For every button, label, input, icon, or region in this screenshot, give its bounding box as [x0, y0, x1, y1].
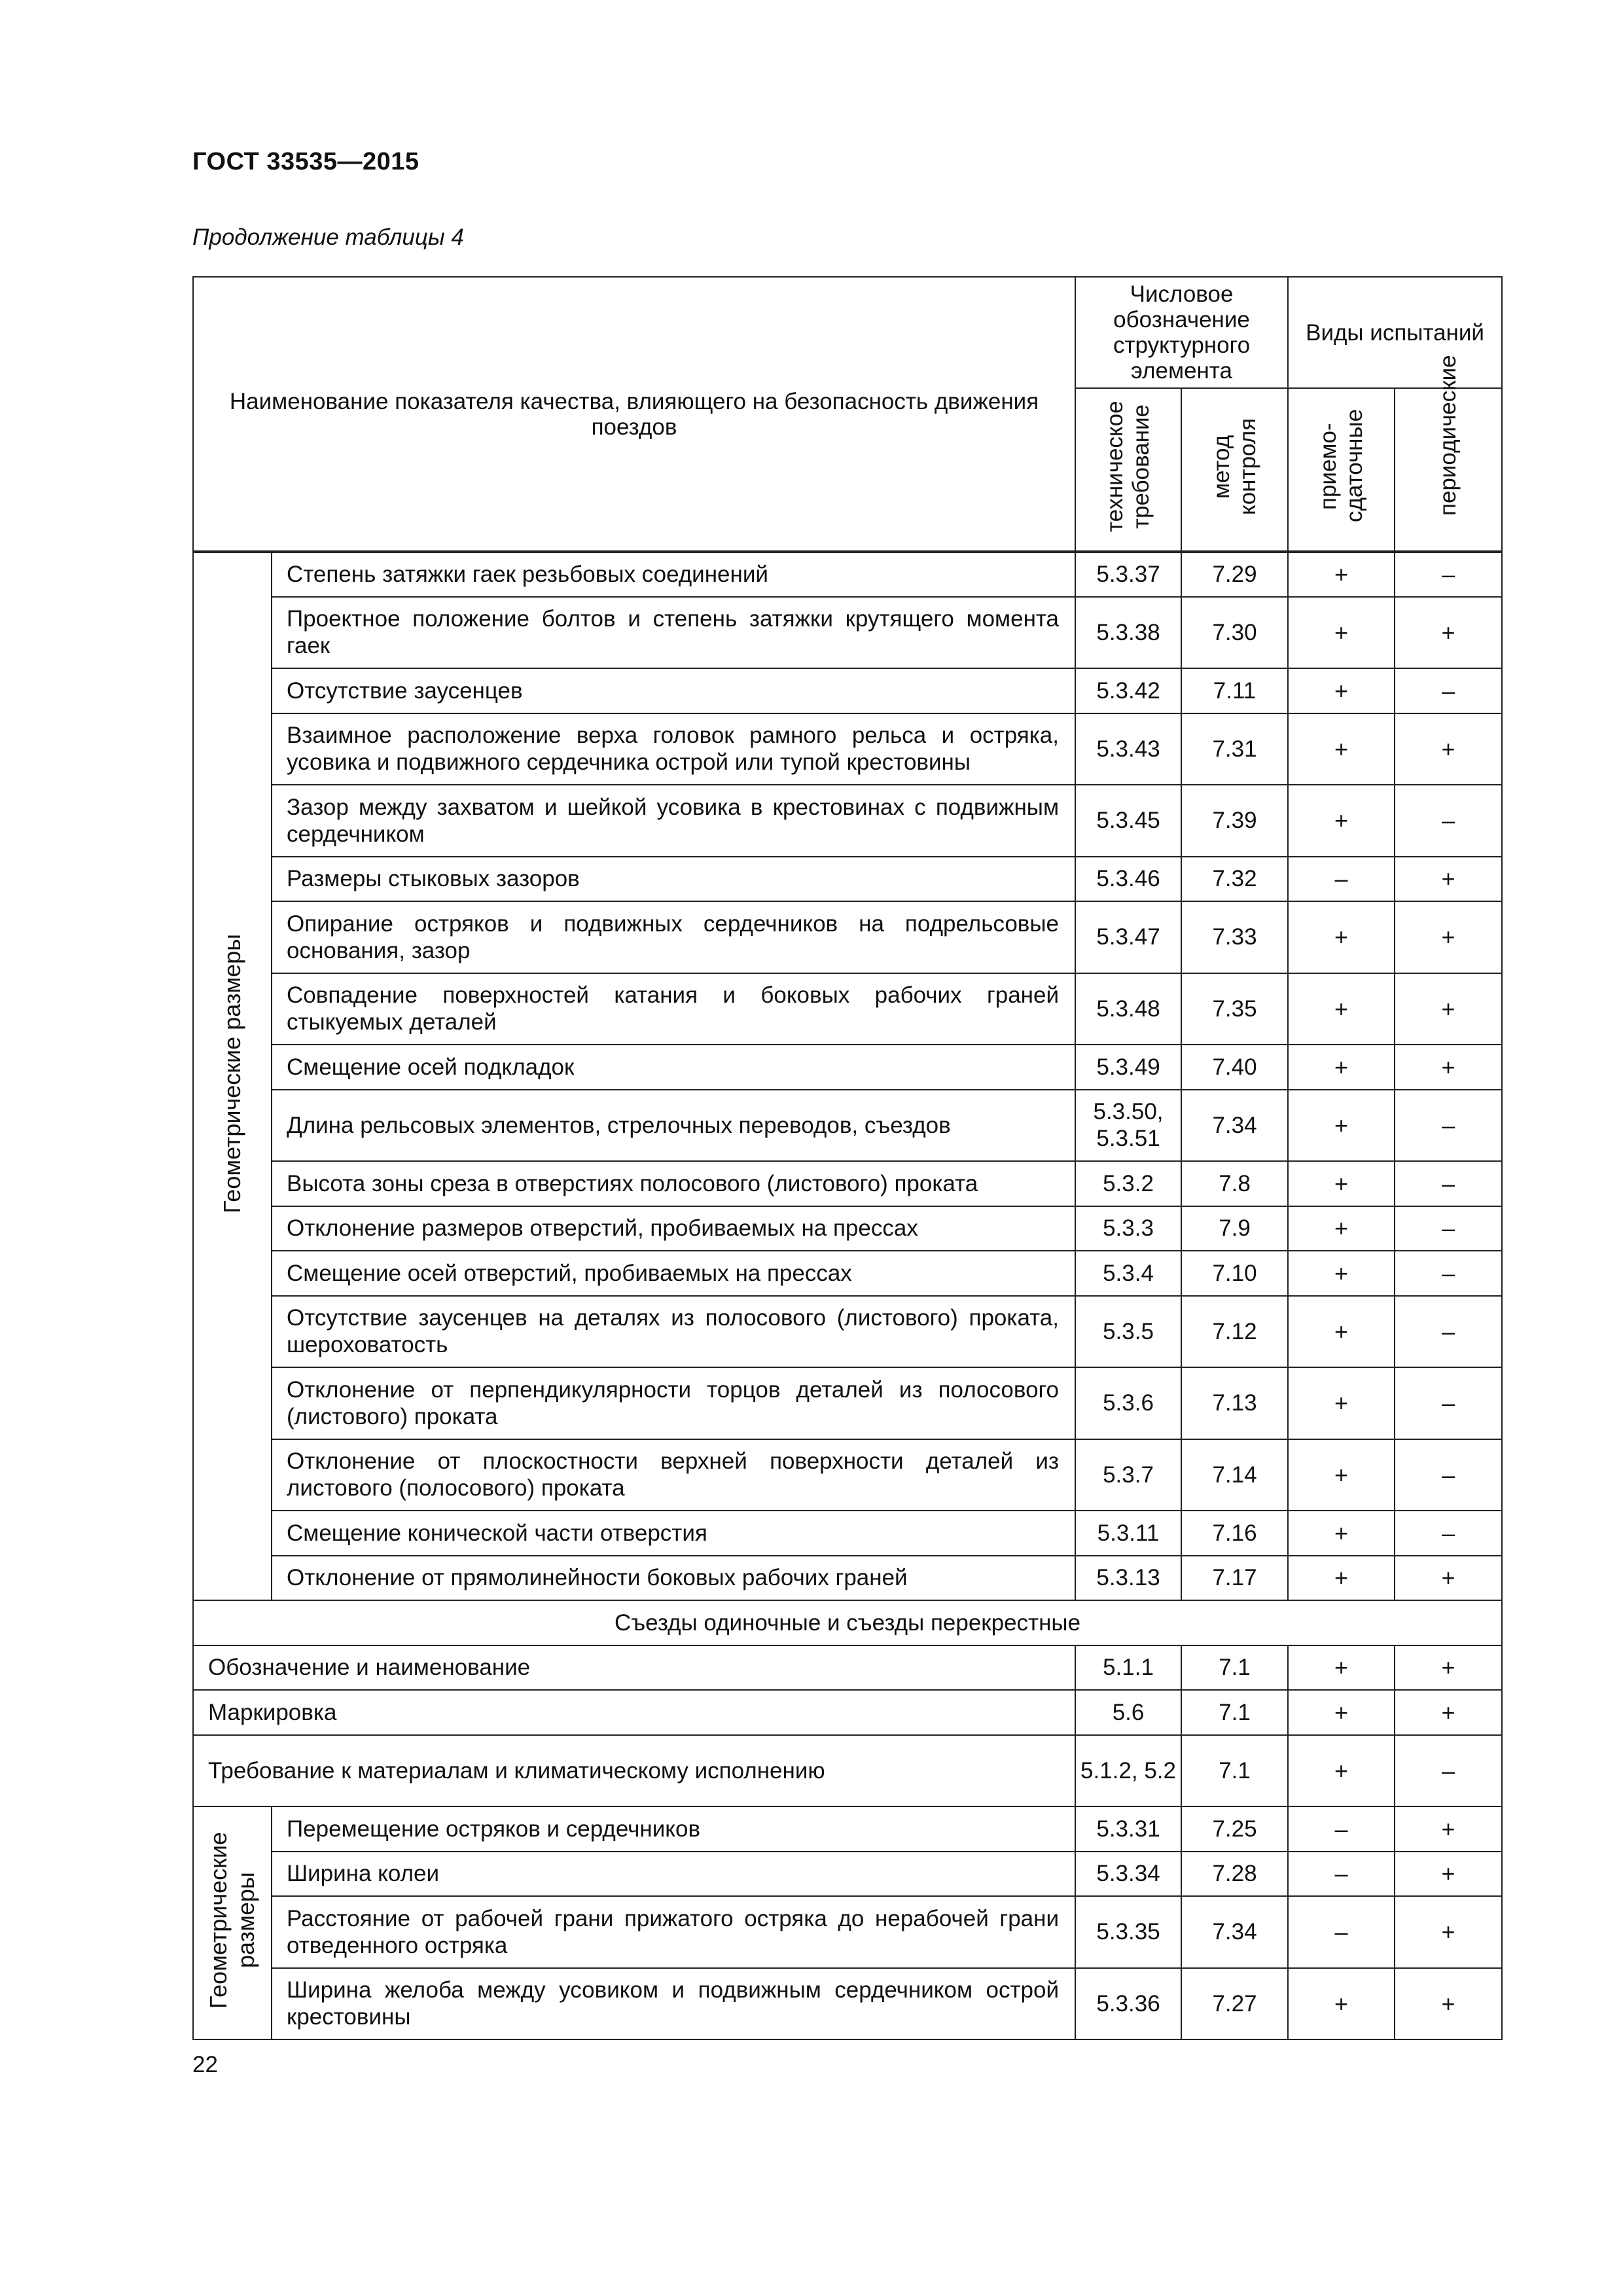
technical-requirement-cell: 5.3.6 [1075, 1367, 1181, 1439]
header-technical-requirement [1075, 388, 1181, 552]
control-method-cell: 7.9 [1181, 1206, 1288, 1251]
technical-requirement-cell: 5.3.7 [1075, 1439, 1181, 1511]
acceptance-test-cell: + [1288, 1251, 1395, 1296]
group-label-cell [193, 552, 272, 1600]
table-row [193, 1806, 1502, 1852]
indicator-name-cell: Степень затяжки гаек резьбовых соединений [272, 552, 1075, 597]
control-method-cell: 7.1 [1181, 1690, 1288, 1735]
periodic-test-cell: – [1395, 552, 1502, 597]
acceptance-test-cell: + [1288, 901, 1395, 973]
header-acceptance-text: приемо-сдаточные [1315, 408, 1367, 522]
control-method-cell: 7.11 [1181, 668, 1288, 713]
technical-requirement-cell: 5.3.38 [1075, 597, 1181, 669]
indicator-name-cell: Взаимное расположение верха головок рамного рельса и остряка, усовика и подвижного сердечника острой или тупой крестовины [272, 713, 1075, 785]
technical-requirement-cell: 5.3.5 [1075, 1296, 1181, 1368]
table-row [193, 1645, 1502, 1691]
technical-requirement-cell: 5.3.4 [1075, 1251, 1181, 1296]
periodic-test-cell: + [1395, 1556, 1502, 1601]
control-method-cell: 7.35 [1181, 973, 1288, 1045]
control-method-cell: 7.32 [1181, 857, 1288, 902]
table-body [193, 552, 1502, 2039]
acceptance-test-cell: + [1288, 1645, 1395, 1691]
indicator-name-cell: Размеры стыковых зазоров [272, 857, 1075, 902]
periodic-test-cell: – [1395, 1735, 1502, 1807]
indicator-name-cell: Ширина колеи [272, 1852, 1075, 1897]
table-row [193, 1852, 1502, 1897]
technical-requirement-cell: 5.3.13 [1075, 1556, 1181, 1601]
table-row [193, 1251, 1502, 1296]
periodic-test-cell: + [1395, 713, 1502, 785]
technical-requirement-cell: 5.3.31 [1075, 1806, 1181, 1852]
technical-requirement-cell: 5.3.43 [1075, 713, 1181, 785]
control-method-cell: 7.17 [1181, 1556, 1288, 1601]
document-header: ГОСТ 33535—2015 [192, 148, 419, 175]
table-row [193, 552, 1502, 597]
indicator-name-cell: Ширина желоба между усовиком и подвижным сердечником острой крестовины [272, 1968, 1075, 2040]
section-title: Съезды одиночные и съезды перекрестные [193, 1600, 1502, 1645]
acceptance-test-cell: – [1288, 857, 1395, 902]
indicator-name-cell: Зазор между захватом и шейкой усовика в крестовинах с подвижным сердечником [272, 785, 1075, 857]
periodic-test-cell: + [1395, 1896, 1502, 1968]
control-method-cell: 7.27 [1181, 1968, 1288, 2040]
periodic-test-cell: + [1395, 1045, 1502, 1090]
acceptance-test-cell: + [1288, 1511, 1395, 1556]
header-technical-requirement-text: техническое требование [1102, 401, 1154, 533]
technical-requirement-cell: 5.1.2, 5.2 [1075, 1735, 1181, 1807]
table-row [193, 1968, 1502, 2040]
periodic-test-cell: – [1395, 1161, 1502, 1206]
indicator-name-cell: Требование к материалам и климатическому исполнению [193, 1735, 1075, 1807]
indicator-name-cell: Расстояние от рабочей грани прижатого остряка до нерабочей грани отведенного остряка [272, 1896, 1075, 1968]
indicator-name-cell: Совпадение поверхностей катания и боковых рабочих граней стыкуемых деталей [272, 973, 1075, 1045]
table-row [193, 668, 1502, 713]
technical-requirement-cell: 5.3.47 [1075, 901, 1181, 973]
group-label: Геометрические размеры [205, 1831, 259, 2009]
table-row [193, 1690, 1502, 1735]
technical-requirement-cell: 5.3.48 [1075, 973, 1181, 1045]
acceptance-test-cell: + [1288, 1968, 1395, 2040]
table-row [193, 1511, 1502, 1556]
control-method-cell: 7.29 [1181, 552, 1288, 597]
control-method-cell: 7.1 [1181, 1645, 1288, 1691]
control-method-cell: 7.1 [1181, 1735, 1288, 1807]
header-periodic-text: периодические [1435, 355, 1461, 516]
indicator-name-cell: Отклонение от прямолинейности боковых рабочих граней [272, 1556, 1075, 1601]
acceptance-test-cell: + [1288, 1556, 1395, 1601]
control-method-cell: 7.13 [1181, 1367, 1288, 1439]
periodic-test-cell: – [1395, 1206, 1502, 1251]
technical-requirement-cell: 5.3.36 [1075, 1968, 1181, 2040]
technical-requirement-cell: 5.3.2 [1075, 1161, 1181, 1206]
indicator-name-cell: Опирание остряков и подвижных сердечников на подрельсовые основания, зазор [272, 901, 1075, 973]
table-row [193, 973, 1502, 1045]
periodic-test-cell: + [1395, 597, 1502, 669]
header-control-method [1181, 388, 1288, 552]
control-method-cell: 7.39 [1181, 785, 1288, 857]
technical-requirement-cell: 5.3.34 [1075, 1852, 1181, 1897]
technical-requirement-cell: 5.3.50, 5.3.51 [1075, 1090, 1181, 1162]
periodic-test-cell: + [1395, 1806, 1502, 1852]
periodic-test-cell: + [1395, 1645, 1502, 1691]
control-method-cell: 7.8 [1181, 1161, 1288, 1206]
header-numeric-designation: Числовое обозначение структурного элемента [1075, 277, 1288, 388]
table-caption: Продолжение таблицы 4 [192, 224, 464, 250]
table-row [193, 713, 1502, 785]
header-indicator-name: Наименование показателя качества, влияющего на безопасность движения поездов [193, 277, 1075, 552]
acceptance-test-cell: + [1288, 552, 1395, 597]
table-row [193, 901, 1502, 973]
table-row [193, 1045, 1502, 1090]
acceptance-test-cell: + [1288, 1367, 1395, 1439]
control-method-cell: 7.33 [1181, 901, 1288, 973]
periodic-test-cell: – [1395, 1090, 1502, 1162]
technical-requirement-cell: 5.3.46 [1075, 857, 1181, 902]
acceptance-test-cell: + [1288, 668, 1395, 713]
acceptance-test-cell: – [1288, 1806, 1395, 1852]
acceptance-test-cell: + [1288, 973, 1395, 1045]
control-method-cell: 7.34 [1181, 1896, 1288, 1968]
control-method-cell: 7.12 [1181, 1296, 1288, 1368]
table-row [193, 1161, 1502, 1206]
table-row [193, 1735, 1502, 1807]
control-method-cell: 7.25 [1181, 1806, 1288, 1852]
acceptance-test-cell: + [1288, 785, 1395, 857]
group-label: Геометрические размеры [219, 933, 245, 1213]
table-row [193, 857, 1502, 902]
table-row [193, 1296, 1502, 1368]
control-method-cell: 7.31 [1181, 713, 1288, 785]
control-method-cell: 7.10 [1181, 1251, 1288, 1296]
acceptance-test-cell: + [1288, 1296, 1395, 1368]
technical-requirement-cell: 5.3.35 [1075, 1896, 1181, 1968]
technical-requirement-cell: 5.6 [1075, 1690, 1181, 1735]
header-periodic [1395, 355, 1502, 552]
table-row [193, 785, 1502, 857]
technical-requirement-cell: 5.3.3 [1075, 1206, 1181, 1251]
table-row [193, 1367, 1502, 1439]
acceptance-test-cell: + [1288, 597, 1395, 669]
table-row [193, 1556, 1502, 1601]
indicator-name-cell: Отклонение размеров отверстий, пробиваемых на прессах [272, 1206, 1075, 1251]
technical-requirement-cell: 5.3.42 [1075, 668, 1181, 713]
page-number: 22 [192, 2052, 218, 2077]
indicator-name-cell: Проектное положение болтов и степень затяжки крутящего момента гаек [272, 597, 1075, 669]
group-label-cell [193, 1806, 272, 2039]
acceptance-test-cell: + [1288, 1690, 1395, 1735]
indicator-name-cell: Высота зоны среза в отверстиях полосового (листового) проката [272, 1161, 1075, 1206]
control-method-cell: 7.34 [1181, 1090, 1288, 1162]
acceptance-test-cell: + [1288, 1735, 1395, 1807]
header-acceptance [1288, 388, 1395, 552]
control-method-cell: 7.30 [1181, 597, 1288, 669]
acceptance-test-cell: – [1288, 1896, 1395, 1968]
periodic-test-cell: + [1395, 1968, 1502, 2040]
table-row [193, 1090, 1502, 1162]
indicator-name-cell: Смещение конической части отверстия [272, 1511, 1075, 1556]
indicator-name-cell: Отклонение от плоскостности верхней поверхности деталей из листового (полосового) проката [272, 1439, 1075, 1511]
indicator-name-cell: Обозначение и наименование [193, 1645, 1075, 1691]
periodic-test-cell: + [1395, 901, 1502, 973]
table-row [193, 1896, 1502, 1968]
indicator-name-cell: Смещение осей подкладок [272, 1045, 1075, 1090]
control-method-cell: 7.16 [1181, 1511, 1288, 1556]
table-header [193, 277, 1502, 552]
periodic-test-cell: – [1395, 1251, 1502, 1296]
indicator-name-cell: Длина рельсовых элементов, стрелочных переводов, съездов [272, 1090, 1075, 1162]
periodic-test-cell: + [1395, 1852, 1502, 1897]
header-test-types: Виды испытаний [1288, 277, 1502, 388]
periodic-test-cell: – [1395, 1511, 1502, 1556]
acceptance-test-cell: + [1288, 1439, 1395, 1511]
periodic-test-cell: + [1395, 1690, 1502, 1735]
control-method-cell: 7.14 [1181, 1439, 1288, 1511]
indicator-name-cell: Смещение осей отверстий, пробиваемых на прессах [272, 1251, 1075, 1296]
acceptance-test-cell: + [1288, 1206, 1395, 1251]
indicator-name-cell: Отсутствие заусенцев [272, 668, 1075, 713]
acceptance-test-cell: + [1288, 1161, 1395, 1206]
quality-indicators-table [192, 276, 1503, 2040]
periodic-test-cell: + [1395, 857, 1502, 902]
technical-requirement-cell: 5.3.45 [1075, 785, 1181, 857]
indicator-name-cell: Маркировка [193, 1690, 1075, 1735]
control-method-cell: 7.40 [1181, 1045, 1288, 1090]
technical-requirement-cell: 5.3.49 [1075, 1045, 1181, 1090]
table-row [193, 597, 1502, 669]
table-row [193, 1206, 1502, 1251]
acceptance-test-cell: + [1288, 1045, 1395, 1090]
periodic-test-cell: – [1395, 1296, 1502, 1368]
indicator-name-cell: Отклонение от перпендикулярности торцов деталей из полосового (листового) проката [272, 1367, 1075, 1439]
acceptance-test-cell: – [1288, 1852, 1395, 1897]
header-control-method-text: метод контроля [1208, 418, 1260, 516]
control-method-cell: 7.28 [1181, 1852, 1288, 1897]
indicator-name-cell: Перемещение остряков и сердечников [272, 1806, 1075, 1852]
periodic-test-cell: – [1395, 785, 1502, 857]
indicator-name-cell: Отсутствие заусенцев на деталях из полосового (листового) проката, шероховатость [272, 1296, 1075, 1368]
periodic-test-cell: – [1395, 1367, 1502, 1439]
periodic-test-cell: – [1395, 1439, 1502, 1511]
periodic-test-cell: – [1395, 668, 1502, 713]
technical-requirement-cell: 5.3.11 [1075, 1511, 1181, 1556]
acceptance-test-cell: + [1288, 1090, 1395, 1162]
section-title-row [193, 1600, 1502, 1645]
periodic-test-cell: + [1395, 973, 1502, 1045]
technical-requirement-cell: 5.1.1 [1075, 1645, 1181, 1691]
technical-requirement-cell: 5.3.37 [1075, 552, 1181, 597]
acceptance-test-cell: + [1288, 713, 1395, 785]
table-row [193, 1439, 1502, 1511]
